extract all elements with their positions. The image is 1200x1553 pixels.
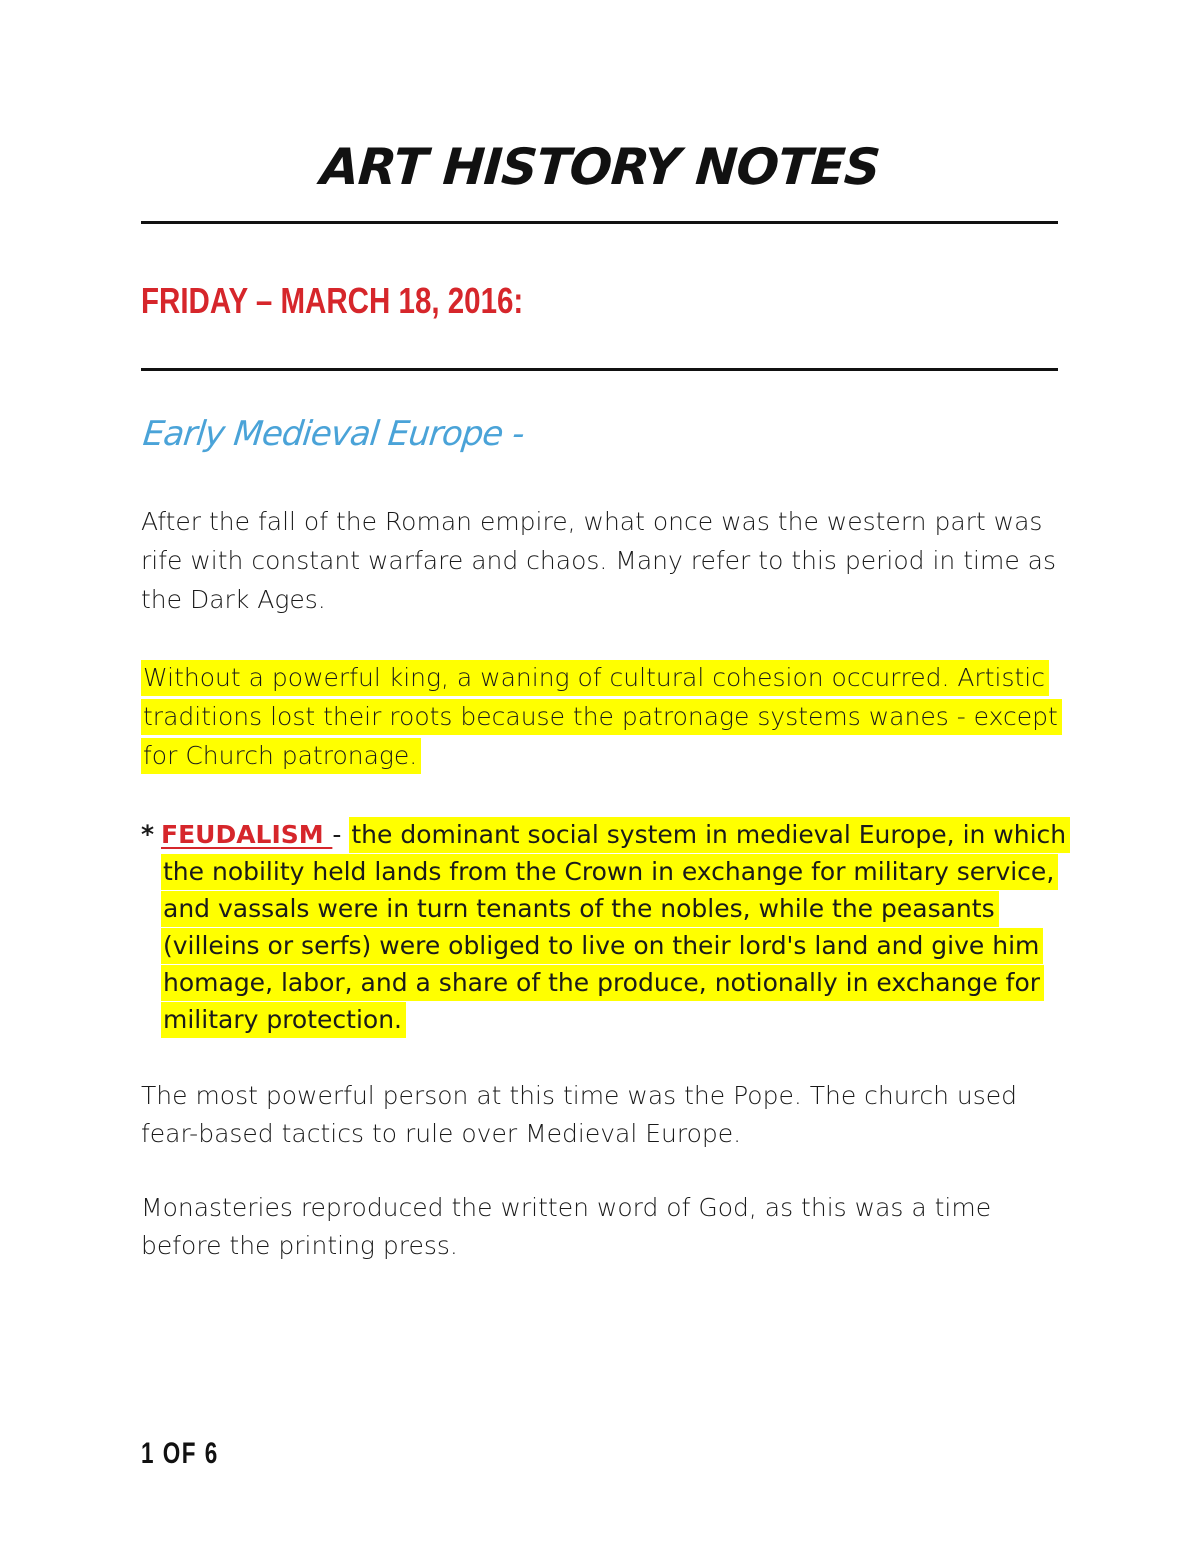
- bullet-asterisk: *: [141, 820, 155, 849]
- paragraph-pope: The most powerful person at this time was the Pope. The church used fear-based tactics to rule over Medieval Europe.: [141, 1081, 1017, 1148]
- feudalism-term: FEUDALISM: [161, 820, 333, 849]
- paragraph-cultural-cohesion: [141, 658, 1061, 775]
- date-heading: FRIDAY – MARCH 18, 2016:: [141, 280, 524, 321]
- definition-separator: -: [332, 820, 350, 849]
- document-title: ART HISTORY NOTES: [318, 138, 882, 196]
- highlighted-text: Without a powerful king, a waning of cultural cohesion occurred. Artistic traditions lost their roots because the patronage systems wanes - except for Church patronage.: [141, 660, 1062, 774]
- feudalism-definition-text: the dominant social system in medieval Europe, in which the nobility held lands from the Crown in exchange for military service, and vassals were in turn tenants of the nobles, while the peasants (villeins or serfs) were obliged to live on their lord's land and give him homage, labor, and a share of the produce, notionally in exchange for military protection.: [161, 817, 1070, 1038]
- title-divider: [141, 221, 1058, 224]
- paragraph-monasteries: Monasteries reproduced the written word of God, as this was a time before the printing press.: [141, 1193, 992, 1260]
- page-number: 1 OF 6: [141, 1437, 219, 1470]
- section-heading: Early Medieval Europe -: [141, 414, 526, 454]
- paragraph-dark-ages: After the fall of the Roman empire, what once was the western part was rife with constant warfare and chaos. Many refer to this period in time as the Dark Ages.: [141, 507, 1056, 614]
- date-divider: [141, 368, 1058, 371]
- feudalism-definition: [141, 816, 1071, 1038]
